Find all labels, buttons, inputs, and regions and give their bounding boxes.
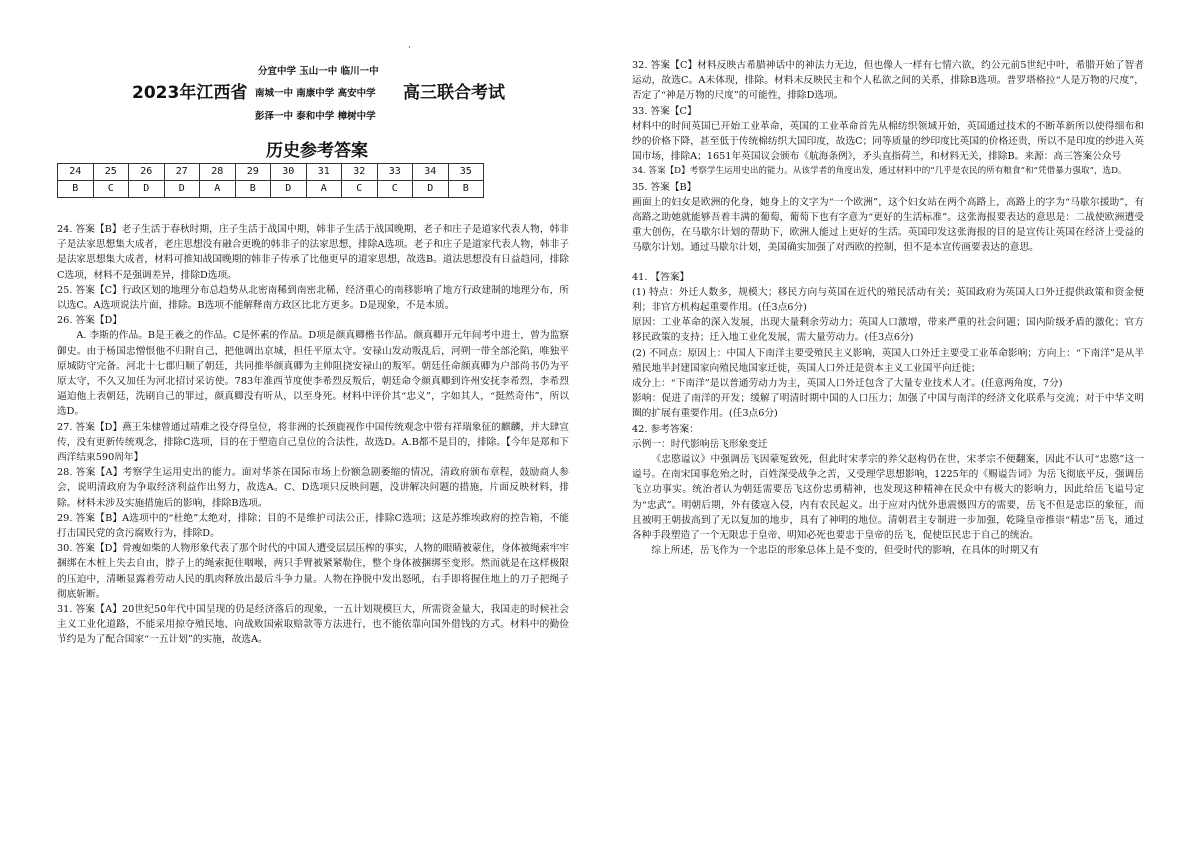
- question-number: 28: [200, 164, 236, 181]
- answer-paragraph: 32. 答案【C】材料反映古希腊神话中的神法力无边，但也像人一样有七情六欲，约公元前5世纪中叶，希腊开始了智者运动，故选C。A未体现，排除。材料未反映民主和个人私欲之间的关系，排除B选项。普罗塔格拉“人是万物的尺度”，否定了“神是万物的尺度”的可能性，排除D选项。: [632, 60, 1144, 102]
- answer-paragraph: 29. 答案【B】A选项中的“杜绝”太绝对，排除；目的不是维护司法公正，排除C选项；这是苏维埃政府的控告箱，不能打击国民党的贪污腐败行为，排除D。: [57, 512, 569, 540]
- question-number: 31: [306, 164, 342, 181]
- answer-cell: B: [58, 181, 94, 198]
- answer-cell: D: [164, 181, 200, 198]
- question-number: 33: [377, 164, 413, 181]
- answer-cell: A: [306, 181, 342, 198]
- answer-paragraph: 《忠愍谥议》中强调岳飞因蒙冤致死，但此时宋孝宗的养父赵构仍在世，宋孝宗不便翻案，因此不认可“忠愍”这一谥号。在南宋国事危殆之时，百姓深受战争之苦，又受理学思想影响，1225年的《赐谥告词》为岳飞彻底平反，强调岳飞立功事实。统治者认为朝廷需要岳飞这份忠勇精神，也发现这种精神在民众中有极大的影响力，因此给岳飞谥号定为“忠武”。明朝后期，外有倭寇入侵，内有农民起义。出于应对内忧外患震慑四方的需要，岳飞不但是忠臣的象征，而且被明王朝拔高到了无以复加的地步，具有了神明的地位。清朝君主专制进一步加强，乾隆皇帝推崇“精忠”岳飞，通过各种手段塑造了一个无限忠于皇帝、明知必死也要忠于皇帝的岳飞，促使臣民忠于自己的统治。: [632, 454, 1144, 542]
- question-number: 30: [271, 164, 307, 181]
- question-number: 32: [342, 164, 378, 181]
- answer-paragraph: 影响：促进了南洋的开发；缓解了明清时期中国的人口压力；加强了中国与南洋的经济文化联系与交流；对于中华文明圈的扩展有重要作用。(任3点6分): [632, 393, 1144, 420]
- answer-cell: C: [377, 181, 413, 198]
- schools-line-2: 南城一中 南康中学 高安中学: [255, 88, 376, 99]
- answer-cell: D: [271, 181, 307, 198]
- answer-paragraph: 27. 答案【D】燕王朱棣曾通过靖难之役夺得皇位，将非洲的长颈鹿视作中国传统观念中带有祥瑞象征的麒麟，并大肆宣传，没有更新传统观念，排除C选项，目的在于塑造自己皇位的合法性，故选D。A.B都不是目的，排除。【今年是郑和下西洋结束590周年】: [57, 421, 569, 464]
- answer-paragraph: 24. 答案【B】老子生活于春秋时期，庄子生活于战国中期，韩非子生活于战国晚期，老子和庄子是道家代表人物，韩非子是法家思想集大成者，老庄思想没有融合更晚的韩非子的法家思想，排除A选项。老子和庄子是道家代表人物，韩非子是法家思想集大成者，材料可推知战国晚期的韩非子传承了比他更早的道家思想，故选B。道法思想没有日益趋同，排除C选项，材料不是强调差异，排除D选项。: [57, 224, 569, 281]
- question-number: 34: [413, 164, 449, 181]
- year-province: 2023年江西省: [132, 83, 248, 103]
- answer-cell: C: [342, 181, 378, 198]
- question-number: 29: [235, 164, 271, 181]
- answer-paragraph: 35. 答案【B】: [632, 181, 697, 193]
- question-number: 24: [58, 164, 94, 181]
- exam-name: 高三联合考试: [403, 83, 505, 103]
- answer-paragraph: 画面上的妇女是欧洲的化身，她身上的文字为“一个欧洲”，这个妇女站在两个高路上，高路上的字为“马歇尔援助”，有高路之助她就能够吾着丰满的葡萄，葡萄下也有字意为“更好的生活标准”。这张海报要表达的意思是：二战使欧洲遭受重大创伤，在马歇尔计划的帮助下，欧洲人能过上更好的生活。英国印发这张海报的目的是宣传让英国在经济上受益的马歇尔计划。通过马歇尔计划，美国确实加强了对西欧的控制，但不是本宣传画要表达的意思。: [632, 196, 1144, 254]
- answer-paragraph: A. 李斯的作品。B是王羲之的作品。C是怀素的作品。D项是颜真卿楷书作品。颜真卿开元年间考中进士，曾为监察御史。由于杨国忠憎恨他不归附自己，把他调出京城，担任平原太守。安禄山发动叛乱后，河朔一带全部沦陷，唯独平原城防守完备。河北十七郡归顺了朝廷，共同推举颜真卿为主帅阻挠安禄山的叛军。朝廷任命颜真卿为户部尚书仍为平原太守，不久又加任为河北招讨采访使。783年淮西节度使李希烈反叛后，朝廷命令颜真卿到许州安抚李希烈，李希烈逼迫他上表朝廷，洗刷自己的罪过，颜真卿没有听从，以至身死。材料中评价其“忠义”，字如其人，“挺然奇伟”，所以选D。: [57, 330, 569, 418]
- answer-cell: B: [448, 181, 484, 198]
- left-column: [57, 222, 569, 648]
- answer-paragraph: 28. 答案【A】考察学生运用史出的能力。面对华茶在国际市场上份额急剧萎缩的情况，清政府颁布章程，鼓励商人参会，说明清政府为争取经济利益作出努力，故选A。C、D选项只反映问题，没讲解决问题的措施，片面反映材料，排除。材料未涉及实施措施后的影响，排除B选项。: [57, 467, 569, 509]
- question-number: 27: [164, 164, 200, 181]
- question-number: 26: [129, 164, 165, 181]
- answer-paragraph: 33. 答案【C】: [632, 105, 697, 117]
- answer-paragraph: 34. 答案【D】考察学生运用史出的能力。从该学者的角度出发，通过材料中的“几乎是农民的所有粮食”和“凭借暴力强取”，选D。: [632, 166, 1127, 177]
- answer-paragraph: (1) 特点：外迁人数多，规模大；移民方向与英国在近代的殖民活动有关；英国政府为英国人口外迁提供政策和资金便利；非官方机构起重要作用。(任3点6分): [632, 286, 1144, 314]
- answer-cell: C: [93, 181, 129, 198]
- answer-cell: D: [129, 181, 165, 198]
- schools-line-1: 分宜中学 玉山一中 临川一中: [258, 66, 379, 77]
- answer-paragraph: 材料中的时间英国已开始工业革命，英国的工业革命首先从棉纺织领域开始，英国通过技术的不断革新所以使得细布和纱的价格下降，甚至低于传统棉纺织大国印度，故选C；同等质量的纱印度比英国的价格还贵，所以不是印度的纱进入英国市场，排除A；1651年英国议会颁布《航海条例》，矛头直指荷兰，和材料无关，排除B。来源：高三答案公众号: [632, 120, 1144, 163]
- answer-paragraph: 31. 答案【A】20世纪50年代中国呈现的仍是经济落后的现象，一五计划规模巨大，所需资金量大，我国走的时候社会主义工业化道路，不能采用掠夺殖民地、向战败国索取赔款等方法进行，也不能依靠向国外借钱的方式。材料中的勤俭节约是为了配合国家“一五计划”的实施，故选A。: [57, 604, 569, 646]
- answer-paragraph: 示例一：时代影响岳飞形象变迁: [632, 438, 768, 450]
- answer-paragraph: 综上所述，岳飞作为一个忠臣的形象总体上是不变的，但受时代的影响，在具体的时期又有: [651, 545, 1039, 557]
- question-number-row: [58, 164, 484, 181]
- answer-paragraph: 成分上：“下南洋”是以普通劳动力为主，英国人口外迁包含了大量专业技术人才。(任意两角度，7分): [632, 378, 1063, 390]
- schools-line-3: 彭泽一中 泰和中学 樟树中学: [255, 111, 376, 122]
- answer-paragraph: 30. 答案【D】骨瘦如柴的人物形象代表了那个时代的中国人遭受层层压榨的事实，人物的眼睛被蒙住，身体被绳索牢牢捆绑在木桩上失去自由，脖子上的绳索扼住咽喉，两只手臂被紧紧勒住，整个身体被捆绑至变形。然而就是在这样极限的压迫中，清晰显露着劳动人民的肌肉释放出最后斗争力量。人物在挣脱中发出怒吼，右手即将握住地上的刀子把绳子彻底斩断。: [57, 543, 569, 600]
- answer-paragraph: 26. 答案【D】: [57, 315, 123, 327]
- answer-paragraph: 25. 答案【C】行政区划的地理分布总趋势从北密南稀到南密北稀，经济重心的南移影响了地方行政建制的地理分布，所以选C。A选项说法片面，排除。B选项不能解释南方政区比北方更多。D是现象，不是本质。: [57, 284, 569, 312]
- answer-paragraph: 42. 参考答案：: [632, 423, 699, 435]
- page-title: 历史参考答案: [266, 141, 368, 161]
- answer-paragraph: 41. 【答案】: [632, 271, 690, 283]
- answer-row: [58, 181, 484, 198]
- answer-paragraph: 原因：工业革命的深入发展，出现大量剩余劳动力；英国人口激增，带来严重的社会问题；国内阶级矛盾的激化；官方移民政策的支持；迁入地工业化发展，需大量劳动力。(任3点6分): [632, 317, 1144, 344]
- answer-cell: A: [200, 181, 236, 198]
- question-number: 35: [448, 164, 484, 181]
- answer-cell: D: [413, 181, 449, 198]
- right-column: [632, 58, 1144, 559]
- answer-paragraph: (2) 不同点：原因上：中国人下南洋主要受殖民主义影响，英国人口外迁主要受工业革命影响；方向上：“下南洋”是从半殖民地半封建国家向殖民地国家迁徙，英国人口外迁是资本主义工业国平向迁徙；: [632, 347, 1144, 374]
- answer-cell: B: [235, 181, 271, 198]
- answer-table: [57, 163, 484, 198]
- top-dot: ·: [408, 43, 411, 53]
- question-number: 25: [93, 164, 129, 181]
